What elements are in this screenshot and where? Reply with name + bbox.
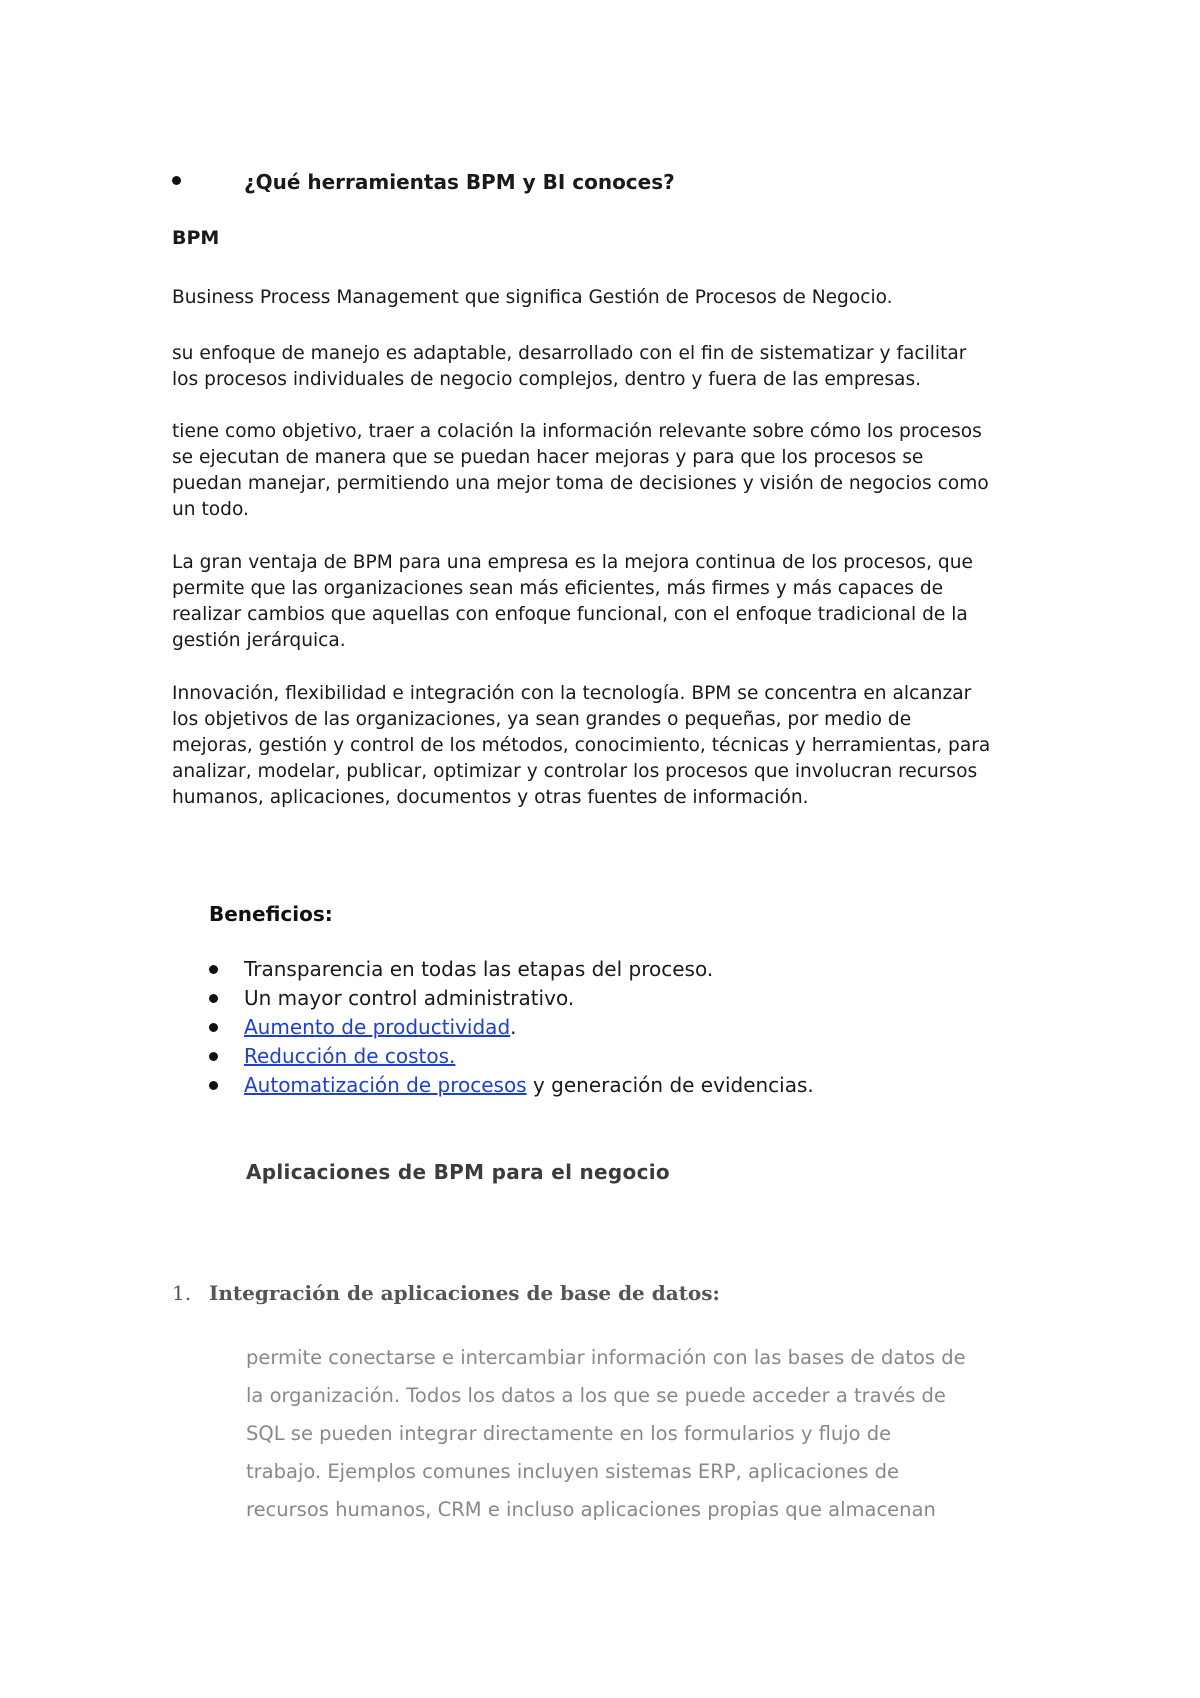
item-title: Integración de aplicaciones de base de datos: <box>209 1281 720 1305</box>
paragraph-line: gestión jerárquica. <box>172 630 346 651</box>
paragraph-line: La gran ventaja de BPM para una empresa es la mejora continua de los procesos, que <box>172 552 973 573</box>
paragraph-line: tiene como objetivo, traer a colación la información relevante sobre cómo los procesos <box>172 421 982 442</box>
paragraph-line: la organización. Todos los datos a los que se puede acceder a través de <box>246 1384 946 1407</box>
paragraph-line: los procesos individuales de negocio complejos, dentro y fuera de las empresas. <box>172 369 922 390</box>
paragraph-line: humanos, aplicaciones, documentos y otras fuentes de información. <box>172 787 809 808</box>
paragraph-definition <box>172 285 1042 311</box>
list-item <box>209 1071 1039 1100</box>
paragraph-approach <box>172 341 1042 393</box>
paragraph-line: un todo. <box>172 499 249 520</box>
paragraph-line: analizar, modelar, publicar, optimizar y controlar los procesos que involucran recursos <box>172 761 978 782</box>
benefits-heading: Beneficios: <box>209 902 333 926</box>
paragraph-line: los objetivos de las organizaciones, ya sean grandes o pequeñas, por medio de <box>172 709 912 730</box>
cost-reduction-link[interactable]: Reducción de costos. <box>244 1044 456 1068</box>
benefit-text <box>244 1042 455 1071</box>
paragraph-line: permite que las organizaciones sean más eficientes, más firmes y más capaces de <box>172 578 944 599</box>
list-item <box>209 1013 1039 1042</box>
bullet-icon <box>209 994 218 1003</box>
benefit-text: Transparencia en todas las etapas del proceso. <box>244 957 714 981</box>
benefit-text <box>244 1071 814 1100</box>
automation-link[interactable]: Automatización de procesos <box>244 1073 527 1097</box>
benefits-list <box>209 955 1039 1100</box>
paragraph-line: realizar cambios que aquellas con enfoque funcional, con el enfoque tradicional de la <box>172 604 968 625</box>
paragraph-line: puedan manejar, permitiendo una mejor toma de decisiones y visión de negocios como <box>172 473 989 494</box>
paragraph-line: Business Process Management que significa Gestión de Procesos de Negocio. <box>172 287 893 308</box>
list-item <box>209 984 1039 1013</box>
benefit-suffix: y generación de evidencias. <box>526 1073 814 1097</box>
question-heading: ¿Qué herramientas BPM y BI conoces? <box>244 170 675 194</box>
paragraph-line: recursos humanos, CRM e incluso aplicaciones propias que almacenan <box>246 1498 936 1521</box>
paragraph-database-integration <box>246 1339 1046 1529</box>
bullet-icon <box>209 965 218 974</box>
list-item <box>209 1042 1039 1071</box>
applications-heading: Aplicaciones de BPM para el negocio <box>246 1160 670 1184</box>
paragraph-objective <box>172 419 1042 523</box>
paragraph-line: Innovación, flexibilidad e integración con la tecnología. BPM se concentra en alcanzar <box>172 683 972 704</box>
paragraph-line: se ejecutan de manera que se puedan hacer mejoras y para que los procesos se <box>172 447 924 468</box>
benefit-text <box>244 1013 517 1042</box>
item-number: 1. <box>172 1281 192 1305</box>
paragraph-line: SQL se pueden integrar directamente en los formularios y flujo de <box>246 1422 892 1445</box>
bullet-icon <box>209 1052 218 1061</box>
list-item <box>209 955 1039 984</box>
bpm-heading: BPM <box>172 227 220 249</box>
numbered-item-heading <box>172 1281 720 1305</box>
paragraph-advantage <box>172 550 1042 654</box>
paragraph-line: permite conectarse e intercambiar información con las bases de datos de <box>246 1346 966 1369</box>
productivity-link[interactable]: Aumento de productividad <box>244 1015 511 1039</box>
question-bullet-icon <box>172 176 181 185</box>
benefit-text: Un mayor control administrativo. <box>244 986 575 1010</box>
paragraph-line: su enfoque de manejo es adaptable, desarrollado con el fin de sistematizar y facilitar <box>172 343 967 364</box>
bullet-icon <box>209 1023 218 1032</box>
bullet-icon <box>209 1081 218 1090</box>
paragraph-line: mejoras, gestión y control de los métodos, conocimiento, técnicas y herramientas, para <box>172 735 991 756</box>
paragraph-line: trabajo. Ejemplos comunes incluyen sistemas ERP, aplicaciones de <box>246 1460 899 1483</box>
paragraph-innovation <box>172 681 1042 811</box>
benefit-suffix: . <box>510 1015 517 1039</box>
